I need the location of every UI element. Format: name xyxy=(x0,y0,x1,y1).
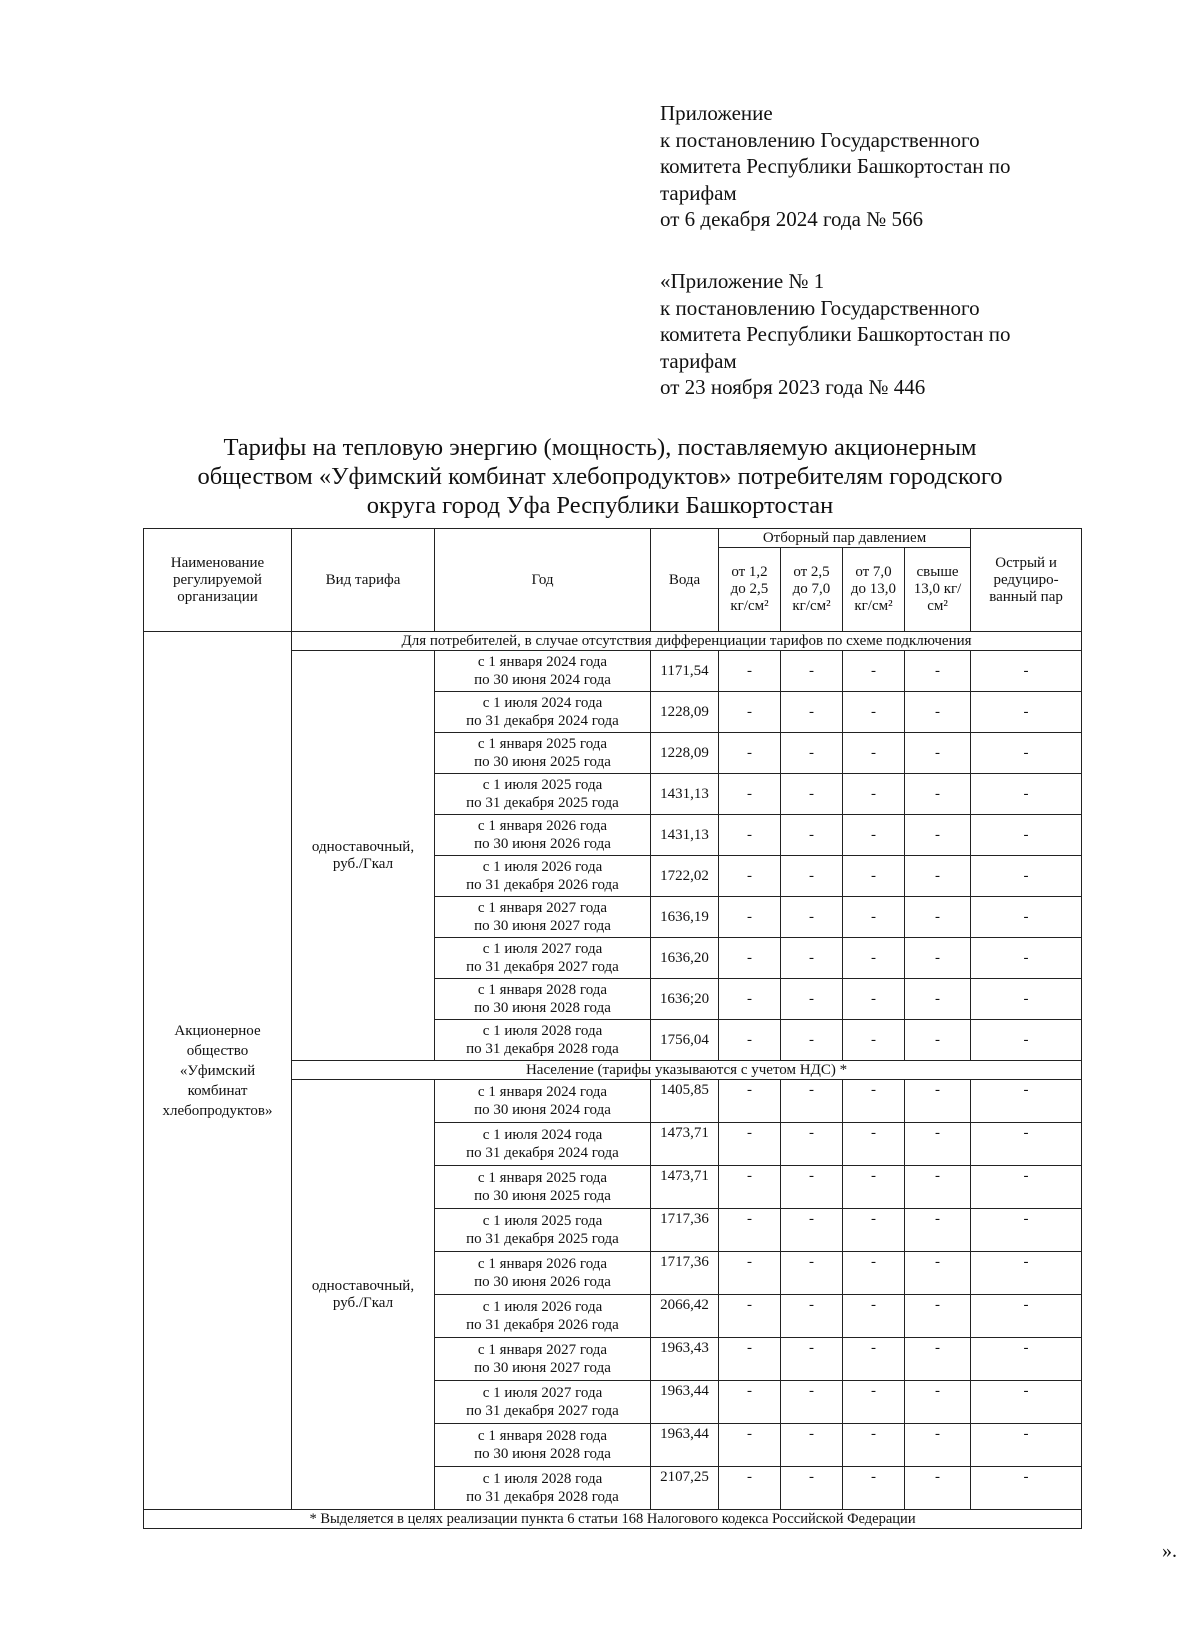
empty-value: - xyxy=(971,1338,1082,1381)
period-cell xyxy=(435,1295,651,1338)
period-cell xyxy=(435,1080,651,1123)
empty-value: - xyxy=(843,1166,905,1209)
period-cell xyxy=(435,692,651,733)
empty-value: - xyxy=(843,979,905,1020)
empty-value: - xyxy=(719,1166,781,1209)
empty-value: - xyxy=(843,1295,905,1338)
empty-value: - xyxy=(905,1424,971,1467)
water-value: 1228,09 xyxy=(651,733,719,774)
period-cell xyxy=(435,733,651,774)
empty-value: - xyxy=(719,1080,781,1123)
appendix-quote-line: к постановлению Государственного xyxy=(660,295,980,320)
period-from: с 1 июля 2027 года xyxy=(482,1385,603,1401)
period-to: по 31 декабря 2028 года xyxy=(466,1041,619,1057)
empty-value: - xyxy=(843,1080,905,1123)
empty-value: - xyxy=(719,1020,781,1061)
header-org-name: Наименование регулируемой организации xyxy=(144,529,292,632)
period-from: с 1 июля 2025 года xyxy=(482,777,603,793)
footnote-row xyxy=(144,1510,1082,1529)
water-value: 1431,13 xyxy=(651,815,719,856)
empty-value: - xyxy=(971,1424,1082,1467)
empty-value: - xyxy=(905,1252,971,1295)
title-line: Тарифы на тепловую энергию (мощность), поставляемую акционерным xyxy=(223,434,977,461)
empty-value: - xyxy=(905,856,971,897)
closing-quote-mark: ». xyxy=(1162,1540,1177,1562)
water-value: 1717,36 xyxy=(651,1252,719,1295)
period-cell xyxy=(435,1338,651,1381)
empty-value: - xyxy=(781,815,843,856)
empty-value: - xyxy=(905,692,971,733)
empty-value: - xyxy=(843,733,905,774)
empty-value: - xyxy=(905,897,971,938)
empty-value: - xyxy=(781,1123,843,1166)
empty-value: - xyxy=(781,938,843,979)
empty-value: - xyxy=(971,733,1082,774)
document-title xyxy=(120,433,1080,520)
appendix-quote-line: тарифам xyxy=(660,348,737,373)
empty-value: - xyxy=(781,1424,843,1467)
empty-value: - xyxy=(843,815,905,856)
empty-value: - xyxy=(971,692,1082,733)
period-from: с 1 января 2028 года xyxy=(477,982,608,998)
empty-value: - xyxy=(781,1020,843,1061)
water-value: 1636;20 xyxy=(651,979,719,1020)
empty-value: - xyxy=(781,897,843,938)
header-sharp-steam: Острый и редуциро-ванный пар xyxy=(971,529,1082,632)
period-to: по 31 декабря 2028 года xyxy=(466,1489,619,1505)
empty-value: - xyxy=(719,1252,781,1295)
empty-value: - xyxy=(971,1123,1082,1166)
empty-value: - xyxy=(843,856,905,897)
empty-value: - xyxy=(905,979,971,1020)
empty-value: - xyxy=(719,815,781,856)
empty-value: - xyxy=(781,1338,843,1381)
empty-value: - xyxy=(719,1381,781,1424)
empty-value: - xyxy=(781,774,843,815)
period-to: по 31 декабря 2026 года xyxy=(466,877,619,893)
empty-value: - xyxy=(781,1209,843,1252)
empty-value: - xyxy=(971,1020,1082,1061)
empty-value: - xyxy=(781,1166,843,1209)
empty-value: - xyxy=(719,938,781,979)
water-value: 1228,09 xyxy=(651,692,719,733)
period-cell xyxy=(435,979,651,1020)
title-line: округа город Уфа Республики Башкортостан xyxy=(366,492,834,519)
period-to: по 30 июня 2025 года xyxy=(474,754,611,770)
period-to: по 30 июня 2024 года xyxy=(474,1102,611,1118)
empty-value: - xyxy=(905,1209,971,1252)
empty-value: - xyxy=(843,1020,905,1061)
period-from: с 1 января 2026 года xyxy=(477,818,608,834)
period-from: с 1 июля 2028 года xyxy=(482,1023,603,1039)
cell-line: Акционерное xyxy=(174,1022,261,1039)
period-cell xyxy=(435,1123,651,1166)
period-to: по 30 июня 2028 года xyxy=(474,1446,611,1462)
header-water: Вода xyxy=(651,529,719,632)
period-to: по 30 июня 2027 года xyxy=(474,918,611,934)
empty-value: - xyxy=(719,733,781,774)
empty-value: - xyxy=(971,979,1082,1020)
cell-line: общество xyxy=(186,1042,249,1059)
period-from: с 1 января 2025 года xyxy=(477,1170,608,1186)
period-from: с 1 июля 2026 года xyxy=(482,859,603,875)
period-to: по 31 декабря 2027 года xyxy=(466,1403,619,1419)
water-value: 1431,13 xyxy=(651,774,719,815)
appendix-line: к постановлению Государственного xyxy=(660,127,980,152)
period-from: с 1 января 2026 года xyxy=(477,1256,608,1272)
empty-value: - xyxy=(905,815,971,856)
cell-line: руб./Гкал xyxy=(332,1294,394,1311)
empty-value: - xyxy=(719,1424,781,1467)
period-cell xyxy=(435,938,651,979)
cell-line: одноставочный, xyxy=(311,838,415,855)
empty-value: - xyxy=(905,1080,971,1123)
empty-value: - xyxy=(905,1381,971,1424)
period-from: с 1 июля 2026 года xyxy=(482,1299,603,1315)
empty-value: - xyxy=(905,1020,971,1061)
empty-value: - xyxy=(971,1080,1082,1123)
period-to: по 30 июня 2024 года xyxy=(474,672,611,688)
empty-value: - xyxy=(971,1252,1082,1295)
empty-value: - xyxy=(905,733,971,774)
period-cell xyxy=(435,815,651,856)
empty-value: - xyxy=(781,733,843,774)
period-from: с 1 июля 2024 года xyxy=(482,695,603,711)
empty-value: - xyxy=(971,774,1082,815)
water-value: 2107,25 xyxy=(651,1467,719,1510)
header-year: Год xyxy=(435,529,651,632)
water-value: 1717,36 xyxy=(651,1209,719,1252)
title-line: обществом «Уфимский комбинат хлебопродуктов» потребителям городского xyxy=(197,463,1003,490)
period-cell xyxy=(435,1209,651,1252)
period-to: по 30 июня 2026 года xyxy=(474,1274,611,1290)
tariff-type xyxy=(292,651,435,1061)
period-from: с 1 июля 2028 года xyxy=(482,1471,603,1487)
empty-value: - xyxy=(719,692,781,733)
section-row xyxy=(144,632,1082,651)
appendix-line: комитета Республики Башкортостан по xyxy=(660,154,1011,178)
empty-value: - xyxy=(905,1338,971,1381)
period-to: по 31 декабря 2025 года xyxy=(466,795,619,811)
cell-line: комбинат xyxy=(187,1082,248,1099)
period-cell xyxy=(435,651,651,692)
water-value: 1473,71 xyxy=(651,1166,719,1209)
empty-value: - xyxy=(905,774,971,815)
empty-value: - xyxy=(843,692,905,733)
appendix-line: от 6 декабря 2024 года № 566 xyxy=(660,207,923,231)
period-from: с 1 июля 2027 года xyxy=(482,941,603,957)
empty-value: - xyxy=(843,1467,905,1510)
water-value: 1636,19 xyxy=(651,897,719,938)
water-value: 2066,42 xyxy=(651,1295,719,1338)
tariff-type xyxy=(292,1080,435,1510)
empty-value: - xyxy=(781,692,843,733)
empty-value: - xyxy=(781,856,843,897)
cell-line: «Уфимский xyxy=(179,1062,256,1079)
period-cell xyxy=(435,1381,651,1424)
empty-value: - xyxy=(719,1295,781,1338)
organization-name xyxy=(144,632,292,1510)
empty-value: - xyxy=(781,1467,843,1510)
period-from: с 1 января 2024 года xyxy=(477,1084,608,1100)
period-cell xyxy=(435,774,651,815)
empty-value: - xyxy=(843,1424,905,1467)
empty-value: - xyxy=(843,1381,905,1424)
period-to: по 30 июня 2028 года xyxy=(474,1000,611,1016)
water-value: 1963,44 xyxy=(651,1381,719,1424)
empty-value: - xyxy=(971,1209,1082,1252)
appendix-header xyxy=(660,100,1100,233)
period-to: по 31 декабря 2024 года xyxy=(466,713,619,729)
empty-value: - xyxy=(971,1467,1082,1510)
period-from: с 1 января 2025 года xyxy=(477,736,608,752)
header-steam-1: от 1,2 до 2,5 кг/см² xyxy=(719,548,781,632)
period-from: с 1 июля 2025 года xyxy=(482,1213,603,1229)
period-cell xyxy=(435,1467,651,1510)
section-title: Население (тарифы указываются с учетом НДС) * xyxy=(292,1061,1082,1080)
empty-value: - xyxy=(971,938,1082,979)
empty-value: - xyxy=(781,651,843,692)
cell-line: руб./Гкал xyxy=(332,855,394,872)
empty-value: - xyxy=(971,856,1082,897)
empty-value: - xyxy=(905,938,971,979)
header-steam-4: свыше 13,0 кг/см² xyxy=(905,548,971,632)
water-value: 1171,54 xyxy=(651,651,719,692)
water-value: 1722,02 xyxy=(651,856,719,897)
period-to: по 30 июня 2026 года xyxy=(474,836,611,852)
period-cell xyxy=(435,897,651,938)
period-to: по 30 июня 2025 года xyxy=(474,1188,611,1204)
empty-value: - xyxy=(719,1467,781,1510)
tariffs-table xyxy=(143,528,1082,1529)
appendix-line: тарифам xyxy=(660,180,737,205)
appendix-quote-line: комитета Республики Башкортостан по xyxy=(660,322,1011,346)
empty-value: - xyxy=(719,979,781,1020)
water-value: 1636,20 xyxy=(651,938,719,979)
empty-value: - xyxy=(905,1166,971,1209)
water-value: 1405,85 xyxy=(651,1080,719,1123)
empty-value: - xyxy=(843,774,905,815)
period-from: с 1 января 2027 года xyxy=(477,900,608,916)
cell-line: хлебопродуктов» xyxy=(162,1102,273,1119)
appendix-quote-line: от 23 ноября 2023 года № 446 xyxy=(660,375,926,399)
empty-value: - xyxy=(843,1338,905,1381)
empty-value: - xyxy=(719,774,781,815)
empty-value: - xyxy=(971,815,1082,856)
period-cell xyxy=(435,856,651,897)
water-value: 1756,04 xyxy=(651,1020,719,1061)
empty-value: - xyxy=(781,979,843,1020)
period-from: с 1 января 2027 года xyxy=(477,1342,608,1358)
empty-value: - xyxy=(843,1209,905,1252)
empty-value: - xyxy=(719,1338,781,1381)
footnote: * Выделяется в целях реализации пункта 6 статьи 168 Налогового кодекса Российской Федерации xyxy=(144,1510,1082,1529)
empty-value: - xyxy=(905,1123,971,1166)
empty-value: - xyxy=(719,651,781,692)
header-steam-group: Отборный пар давлением xyxy=(719,529,971,548)
header-steam-2: от 2,5 до 7,0 кг/см² xyxy=(781,548,843,632)
period-to: по 31 декабря 2026 года xyxy=(466,1317,619,1333)
appendix-line: Приложение xyxy=(660,101,773,125)
period-to: по 31 декабря 2024 года xyxy=(466,1145,619,1161)
water-value: 1963,43 xyxy=(651,1338,719,1381)
period-from: с 1 января 2028 года xyxy=(477,1428,608,1444)
empty-value: - xyxy=(971,651,1082,692)
empty-value: - xyxy=(843,938,905,979)
empty-value: - xyxy=(719,1123,781,1166)
section-title: Для потребителей, в случае отсутствия дифференциации тарифов по схеме подключения xyxy=(292,632,1082,651)
empty-value: - xyxy=(781,1080,843,1123)
empty-value: - xyxy=(843,1123,905,1166)
empty-value: - xyxy=(843,1252,905,1295)
empty-value: - xyxy=(971,897,1082,938)
empty-value: - xyxy=(781,1295,843,1338)
empty-value: - xyxy=(719,897,781,938)
empty-value: - xyxy=(971,1295,1082,1338)
empty-value: - xyxy=(905,1295,971,1338)
period-cell xyxy=(435,1166,651,1209)
period-to: по 31 декабря 2025 года xyxy=(466,1231,619,1247)
period-cell xyxy=(435,1020,651,1061)
empty-value: - xyxy=(905,1467,971,1510)
water-value: 1473,71 xyxy=(651,1123,719,1166)
cell-line: одноставочный, xyxy=(311,1277,415,1294)
water-value: 1963,44 xyxy=(651,1424,719,1467)
period-to: по 31 декабря 2027 года xyxy=(466,959,619,975)
empty-value: - xyxy=(781,1252,843,1295)
period-from: с 1 июля 2024 года xyxy=(482,1127,603,1143)
appendix-quote-line: «Приложение № 1 xyxy=(660,269,825,293)
period-to: по 30 июня 2027 года xyxy=(474,1360,611,1376)
empty-value: - xyxy=(843,897,905,938)
period-from: с 1 января 2024 года xyxy=(477,654,608,670)
appendix-quote xyxy=(660,268,1100,401)
empty-value: - xyxy=(843,651,905,692)
header-steam-3: от 7,0 до 13,0 кг/см² xyxy=(843,548,905,632)
empty-value: - xyxy=(971,1166,1082,1209)
empty-value: - xyxy=(905,651,971,692)
empty-value: - xyxy=(719,856,781,897)
empty-value: - xyxy=(781,1381,843,1424)
period-cell xyxy=(435,1424,651,1467)
period-cell xyxy=(435,1252,651,1295)
header-tariff-type: Вид тарифа xyxy=(292,529,435,632)
empty-value: - xyxy=(719,1209,781,1252)
empty-value: - xyxy=(971,1381,1082,1424)
